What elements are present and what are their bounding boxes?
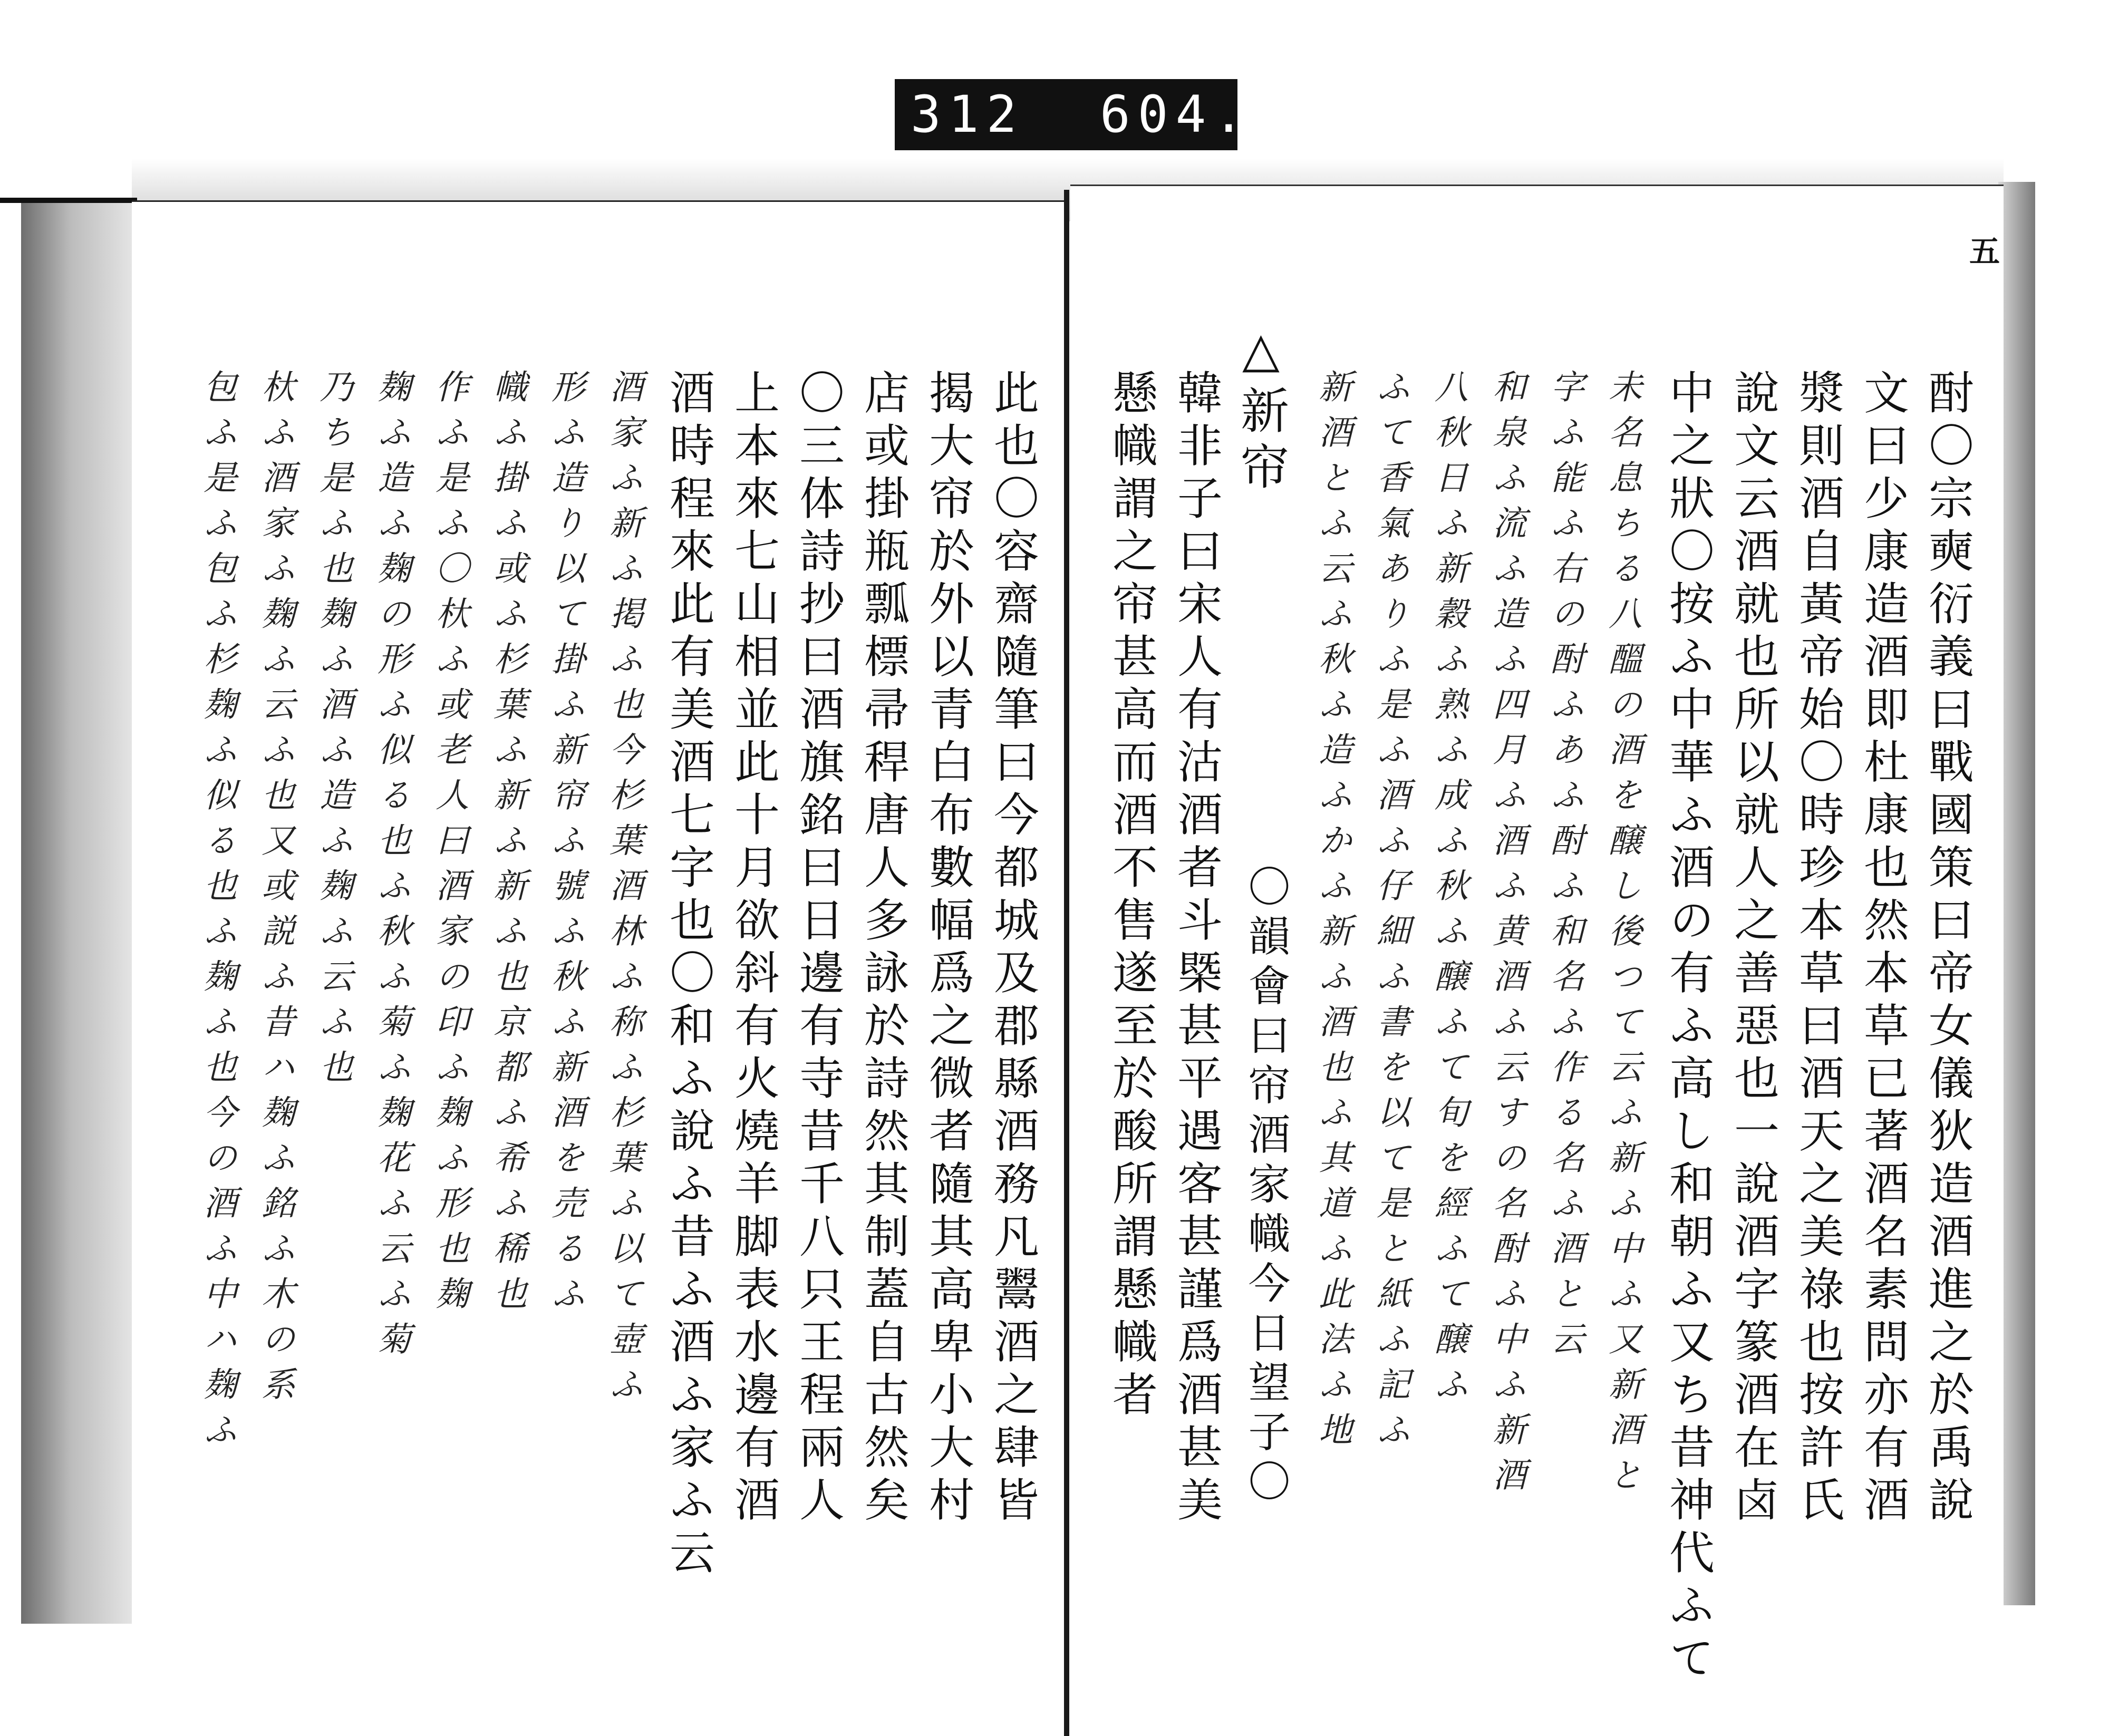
entry-column: 懸幟謂之帘甚高而酒不售遂至於酸所謂懸幟者 [1105, 369, 1157, 1423]
yunhui-note: 〇韻會曰帘酒家幟今日望子〇 [1241, 865, 1290, 1509]
entry-column: 韓非子曰宋人有沽酒者斗槩甚平遇客甚謹爲酒甚美 [1169, 369, 1222, 1529]
text-column: 漿則酒自黃帝始〇時珍本草曰酒天之美祿也按許氏 [1791, 369, 1844, 1529]
section-heading: △新帘 [1233, 322, 1289, 497]
annotation-column: 作ふ是ふ〇杕ふ或老人曰酒家の印ふ麹ふ形也麹 [430, 369, 469, 1321]
book-edge-shadow [21, 200, 132, 1624]
annotation-column: 乃ち是ふ也麹ふ酒ふ造ふ麹ふ云ふ也 [314, 369, 353, 1094]
annotation-column: 幟ふ掛ふ或ふ杉葉ふ新ふ新ふ也京都ふ希ふ稀也 [488, 369, 527, 1321]
book-top-edge [0, 198, 137, 203]
annotation-column: 新酒とふ云ふ秋ふ造ふかふ新ふ酒也ふ其道ふ此法ふ地 [1313, 369, 1352, 1457]
annotation-column: 八秋日ふ新穀ふ熟ふ成ふ秋ふ醸ふて旬を經ふて醸ふ [1429, 369, 1468, 1412]
annotation-column: ふて香氣ありふ是ふ酒ふ仔細ふ書を以て是と紙ふ記ふ [1371, 369, 1410, 1457]
annotation-column: 形ふ造り以て掛ふ新帘ふ號ふ秋ふ新酒を売るふ [546, 369, 585, 1321]
annotation-column: 未名息ちる八醞の酒を醸し後つて云ふ新ふ中ふ又新酒と [1603, 369, 1642, 1502]
text-column: 此也〇容齋隨筆曰今都城及郡縣酒務凡鬻酒之肆皆 [986, 369, 1039, 1529]
text-column: 店或掛瓶瓢標帚稈唐人多詠於詩然其制蓋自古然矣 [856, 369, 909, 1529]
text-column: 酎〇宗奭衍義曰戰國策曰帝女儀狄造酒進之於禹說 [1921, 369, 1973, 1529]
text-column: 〇三体詩抄曰酒旗銘曰日邊有寺昔千八只王程兩人 [791, 369, 844, 1529]
annotation-column: 杕ふ酒家ふ麹ふ云ふ也又或説ふ昔ハ麹ふ銘ふ木の系 [256, 369, 295, 1412]
text-column: 說文云酒就也所以就人之善惡也一說酒字篆酒在卤 [1726, 369, 1779, 1529]
page-number: 五 [1969, 234, 2000, 269]
annotation-column: 麹ふ造ふ麹の形ふ似る也ふ秋ふ菊ふ麹花ふ云ふ菊 [372, 369, 411, 1366]
annotation-column: 字ふ能ふ右の酎ふあふ酎ふ和名ふ作る名ふ酒と云 [1545, 369, 1584, 1366]
annotation-column: 和泉ふ流ふ造ふ四月ふ酒ふ黄酒ふ云すの名酎ふ中ふ新酒 [1487, 369, 1526, 1502]
book-right-edge [1998, 182, 2035, 1605]
catalog-label: 312 604. [895, 79, 1237, 150]
text-column: 文曰少康造酒即杜康也然本草已著酒名素問亦有酒 [1856, 369, 1909, 1529]
annotation-column: 酒家ふ新ふ掲ふ也今杉葉酒林ふ称ふ杉葉ふ以て壺ふ [604, 369, 643, 1412]
annotation-column: 包ふ是ふ包ふ杉麹ふ似る也ふ麹ふ也今の酒ふ中ハ麹ふ [198, 369, 237, 1457]
text-column: 酒時程來此有美酒七字也〇和ふ說ふ昔ふ酒ふ家ふ云 [662, 369, 714, 1582]
text-column: 上本來七山相並此十月欲斜有火燒羊脚表水邊有酒 [727, 369, 779, 1529]
text-column: 中之狀〇按ふ中華ふ酒の有ふ高し和朝ふ又ち昔神代ふて [1661, 369, 1714, 1687]
book-gutter [1064, 190, 1069, 1736]
text-column: 揭大帘於外以青白布數幅爲之微者隨其高卑小大村 [921, 369, 974, 1529]
